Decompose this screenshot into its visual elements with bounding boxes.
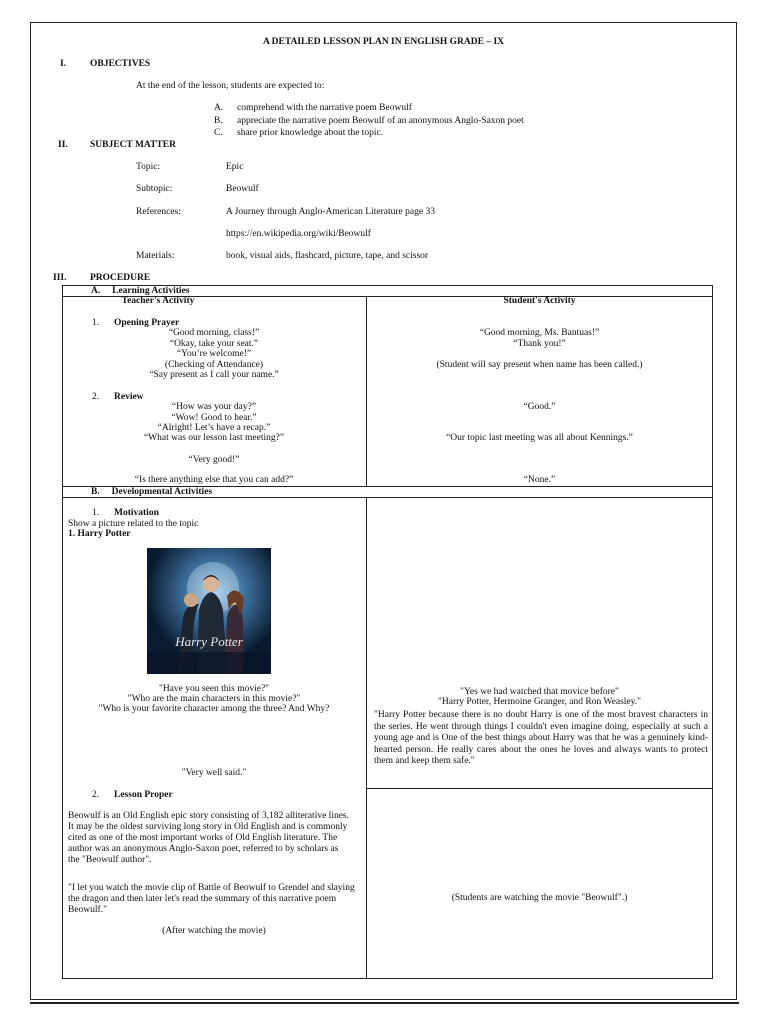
reference-url: https://en.wikipedia.org/wiki/Beowulf xyxy=(226,229,371,239)
document-title: A DETAILED LESSON PLAN IN ENGLISH GRADE – IX xyxy=(262,37,505,47)
after-watching-note: (After watching the movie) xyxy=(162,926,266,936)
subject-label: Subtopic: xyxy=(136,184,173,194)
teacher-line: "Very well said." xyxy=(181,768,247,778)
section-number: 2. xyxy=(92,790,100,800)
subject-matter-numeral: II. xyxy=(58,140,68,150)
teacher-activity-header: Teacher's Activity xyxy=(121,296,195,306)
student-line: "Yes we had watched that movice before" xyxy=(460,687,619,697)
poster-image xyxy=(147,548,271,674)
page-edge xyxy=(30,998,739,1004)
objectives-heading: OBJECTIVES xyxy=(90,59,151,69)
subject-value: Beowulf xyxy=(226,184,259,194)
teacher-line: "Who is your favorite character among the three? And Why? xyxy=(98,704,330,714)
teacher-line: “What was our lesson last meeting?” xyxy=(143,433,285,443)
student-line: “Thank you!” xyxy=(513,339,566,349)
objective-item: comprehend with the narrative poem Beowulf xyxy=(237,103,412,113)
objective-letter: B. xyxy=(214,116,223,126)
developmental-activities-label: B. Developmental Activities xyxy=(91,487,213,497)
objective-letter: A. xyxy=(214,103,224,113)
subject-label: References: xyxy=(136,207,181,217)
student-line: “None.” xyxy=(523,475,556,485)
procedure-heading: PROCEDURE xyxy=(90,273,151,283)
procedure-numeral: III. xyxy=(53,273,67,283)
student-line: (Student will say present when name has been called.) xyxy=(436,360,643,370)
teacher-line: “Good morning, class!” xyxy=(168,328,260,338)
motivation-title: Motivation xyxy=(114,508,159,518)
teacher-line: “How was your day?” xyxy=(171,402,257,412)
learning-activities-label: A. Learning Activities xyxy=(91,286,190,296)
teacher-line: “You’re welcome!” xyxy=(176,349,252,359)
teacher-line: “Wow! Good to hear.” xyxy=(171,413,257,423)
subject-value: Epic xyxy=(226,162,244,172)
motivation-intro: Show a picture related to the topic xyxy=(68,519,199,529)
teacher-line: "Who are the main characters in this movie?" xyxy=(127,694,301,704)
table-column-divider xyxy=(366,296,367,486)
table-rule xyxy=(366,788,713,789)
student-line: (Students are watching the movie "Beowulf".) xyxy=(451,893,628,903)
table-column-divider xyxy=(366,497,367,979)
opening-prayer-title: Opening Prayer xyxy=(114,318,180,328)
subject-matter-heading: SUBJECT MATTER xyxy=(90,140,176,150)
student-line: "Harry Potter, Hermoine Granger, and Ron Weasley." xyxy=(437,697,642,707)
section-number: 2. xyxy=(92,392,100,402)
student-line: “Good morning, Ms. Bantuas!” xyxy=(479,328,600,338)
picture-label: 1. Harry Potter xyxy=(68,529,131,539)
objectives-numeral: I. xyxy=(60,59,67,69)
subject-label: Materials: xyxy=(136,251,175,261)
teacher-line: “Okay, take your seat.” xyxy=(169,339,259,349)
teacher-line: “Very good!” xyxy=(188,455,240,465)
lesson-paragraph: Beowulf is an Old English epic story consisting of 3,182 alliterative lines. It may be the oldest surviving long story in Old English and is commonly cited as one of the most important works of Old English literature. The author was an anonymous Anglo-Saxon poet, referred to by scholars as the "Beowulf author". xyxy=(68,811,349,865)
teacher-line: "Have you seen this movie?" xyxy=(158,684,270,694)
teacher-line: (Checking of Attendance) xyxy=(164,360,264,370)
section-number: 1. xyxy=(92,508,100,518)
student-activity-header: Student's Activity xyxy=(503,296,576,306)
subject-value: book, visual aids, flashcard, picture, tape, and scissor xyxy=(226,251,429,261)
objective-letter: C. xyxy=(214,128,223,138)
objective-item: share prior knowledge about the topic. xyxy=(237,128,384,138)
objective-item: appreciate the narrative poem Beowulf of an anonymous Anglo-Saxon poet xyxy=(237,116,524,126)
harry-potter-poster xyxy=(147,548,271,674)
student-line: “Our topic last meeting was all about Kennings.” xyxy=(446,433,633,443)
subject-label: Topic: xyxy=(136,162,161,172)
review-title: Review xyxy=(114,392,144,402)
objectives-intro: At the end of the lesson, students are expected to: xyxy=(136,81,325,91)
section-number: 1. xyxy=(92,318,100,328)
student-line: “Good.” xyxy=(523,402,556,412)
teacher-line: “Is there anything else that you can add?” xyxy=(134,475,294,485)
teacher-line: “Say present as I call your name.” xyxy=(149,370,279,380)
poster-title: Harry Potter xyxy=(175,634,243,649)
subject-value: A Journey through Anglo-American Literature page 33 xyxy=(226,207,435,217)
teacher-line: “Alright! Let’s have a recap.” xyxy=(157,423,271,433)
lesson-instruction: "I let you watch the movie clip of Battle of Beowulf to Grendel and slaying the dragon and then later let's read the summary of this narrative poem Beowulf." xyxy=(68,883,355,915)
student-answer-paragraph: "Harry Potter because there is no doubt Harry is one of the most bravest characters in the series. He went through things I couldn't even imagine doing, especially at such a young age and is One of the best things about Harry was that he was a genuinely kind-hearted person. He really cares about the ones he loves and always wants to protect them and keep them safe." xyxy=(374,710,708,766)
lesson-proper-title: Lesson Proper xyxy=(114,790,173,800)
